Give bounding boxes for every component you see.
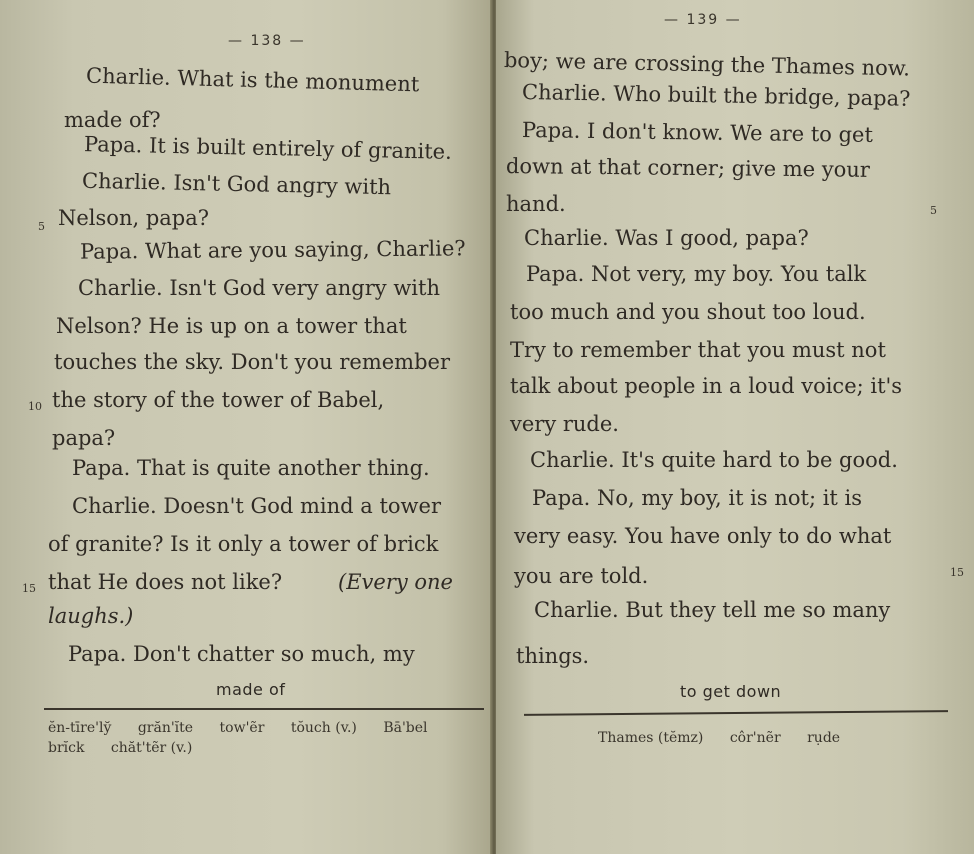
text-line: Nelson? He is up on a tower that [56,314,407,338]
text-line: Papa. Don't chatter so much, my [68,642,415,666]
footnote: made of [216,680,286,699]
right-page [496,0,974,854]
text-line: Nelson, papa? [58,206,209,230]
glossary-word: tow'ẽr [219,720,265,736]
text-line: Papa. Not very, my boy. You talk [526,262,867,286]
text-line: Papa. It is built entirely of granite. [83,132,453,164]
text-line: Papa. No, my boy, it is not; it is [532,486,863,510]
text-line: Charlie. Who built the bridge, papa? [521,80,911,111]
text-line: very easy. You have only to do what [514,524,892,548]
text-line: very rude. [510,412,619,436]
glossary-word: Thames (tĕmz) [598,730,704,746]
text-line: touches the sky. Don't you remember [54,350,450,374]
footnote: to get down [680,682,782,701]
glossary-word: Bā'bel [383,720,428,736]
text-line: Charlie. Was I good, papa? [524,226,809,250]
line-number: 5 [930,204,937,217]
text-line: made of? [64,108,161,132]
text-line: you are told. [514,564,649,588]
glossary-word: rụde [807,730,841,746]
glossary-word: chăt'tẽr (v.) [110,740,193,756]
glossary [48,740,214,756]
text-line: Charlie. What is the monument [85,63,420,97]
glossary-word: grăn'ĭte [137,720,194,736]
text-line: boy; we are crossing the Thames now. [503,48,911,81]
divider [524,710,948,715]
line-number: 5 [38,220,45,233]
page-number: — 139 — [664,12,742,28]
stage-direction: (Every one [338,570,453,594]
glossary-word: ĕn-tīre'ly̆ [48,720,112,736]
text-line: Papa. That is quite another thing. [72,456,430,480]
text-line: that He does not like? [48,570,283,594]
text-line: Charlie. Isn't God very angry with [78,276,440,300]
text-line: Try to remember that you must not [510,338,886,362]
glossary-word: tŏuch (v.) [290,720,357,736]
text-line: hand. [506,192,566,216]
stage-direction: laughs.) [48,604,134,628]
divider [44,708,484,710]
line-number: 15 [22,582,36,595]
text-line: down at that corner; give me your [505,154,871,182]
glossary-word: côr'nẽr [729,730,781,746]
text-line: the story of the tower of Babel, [52,388,385,412]
line-number: 10 [28,400,42,413]
glossary [598,730,862,746]
text-line: papa? [52,426,116,450]
text-line: Papa. What are you saying, Charlie? [79,236,466,264]
text-line: Charlie. It's quite hard to be good. [530,448,898,472]
text-line: Charlie. But they tell me so many [534,598,891,622]
line-number: 15 [950,566,964,579]
text-line: things. [516,644,590,668]
text-line: talk about people in a loud voice; it's [510,374,903,398]
text-line: Charlie. Isn't God angry with [81,168,392,200]
text-line: Charlie. Doesn't God mind a tower [72,494,441,518]
text-line: too much and you shout too loud. [510,300,866,324]
text-line: Papa. I don't know. We are to get [521,118,874,147]
glossary [48,720,450,736]
text-line: of granite? Is it only a tower of brick [48,532,439,556]
glossary-word: brĭck [48,740,85,756]
page-number: — 138 — [228,33,306,49]
